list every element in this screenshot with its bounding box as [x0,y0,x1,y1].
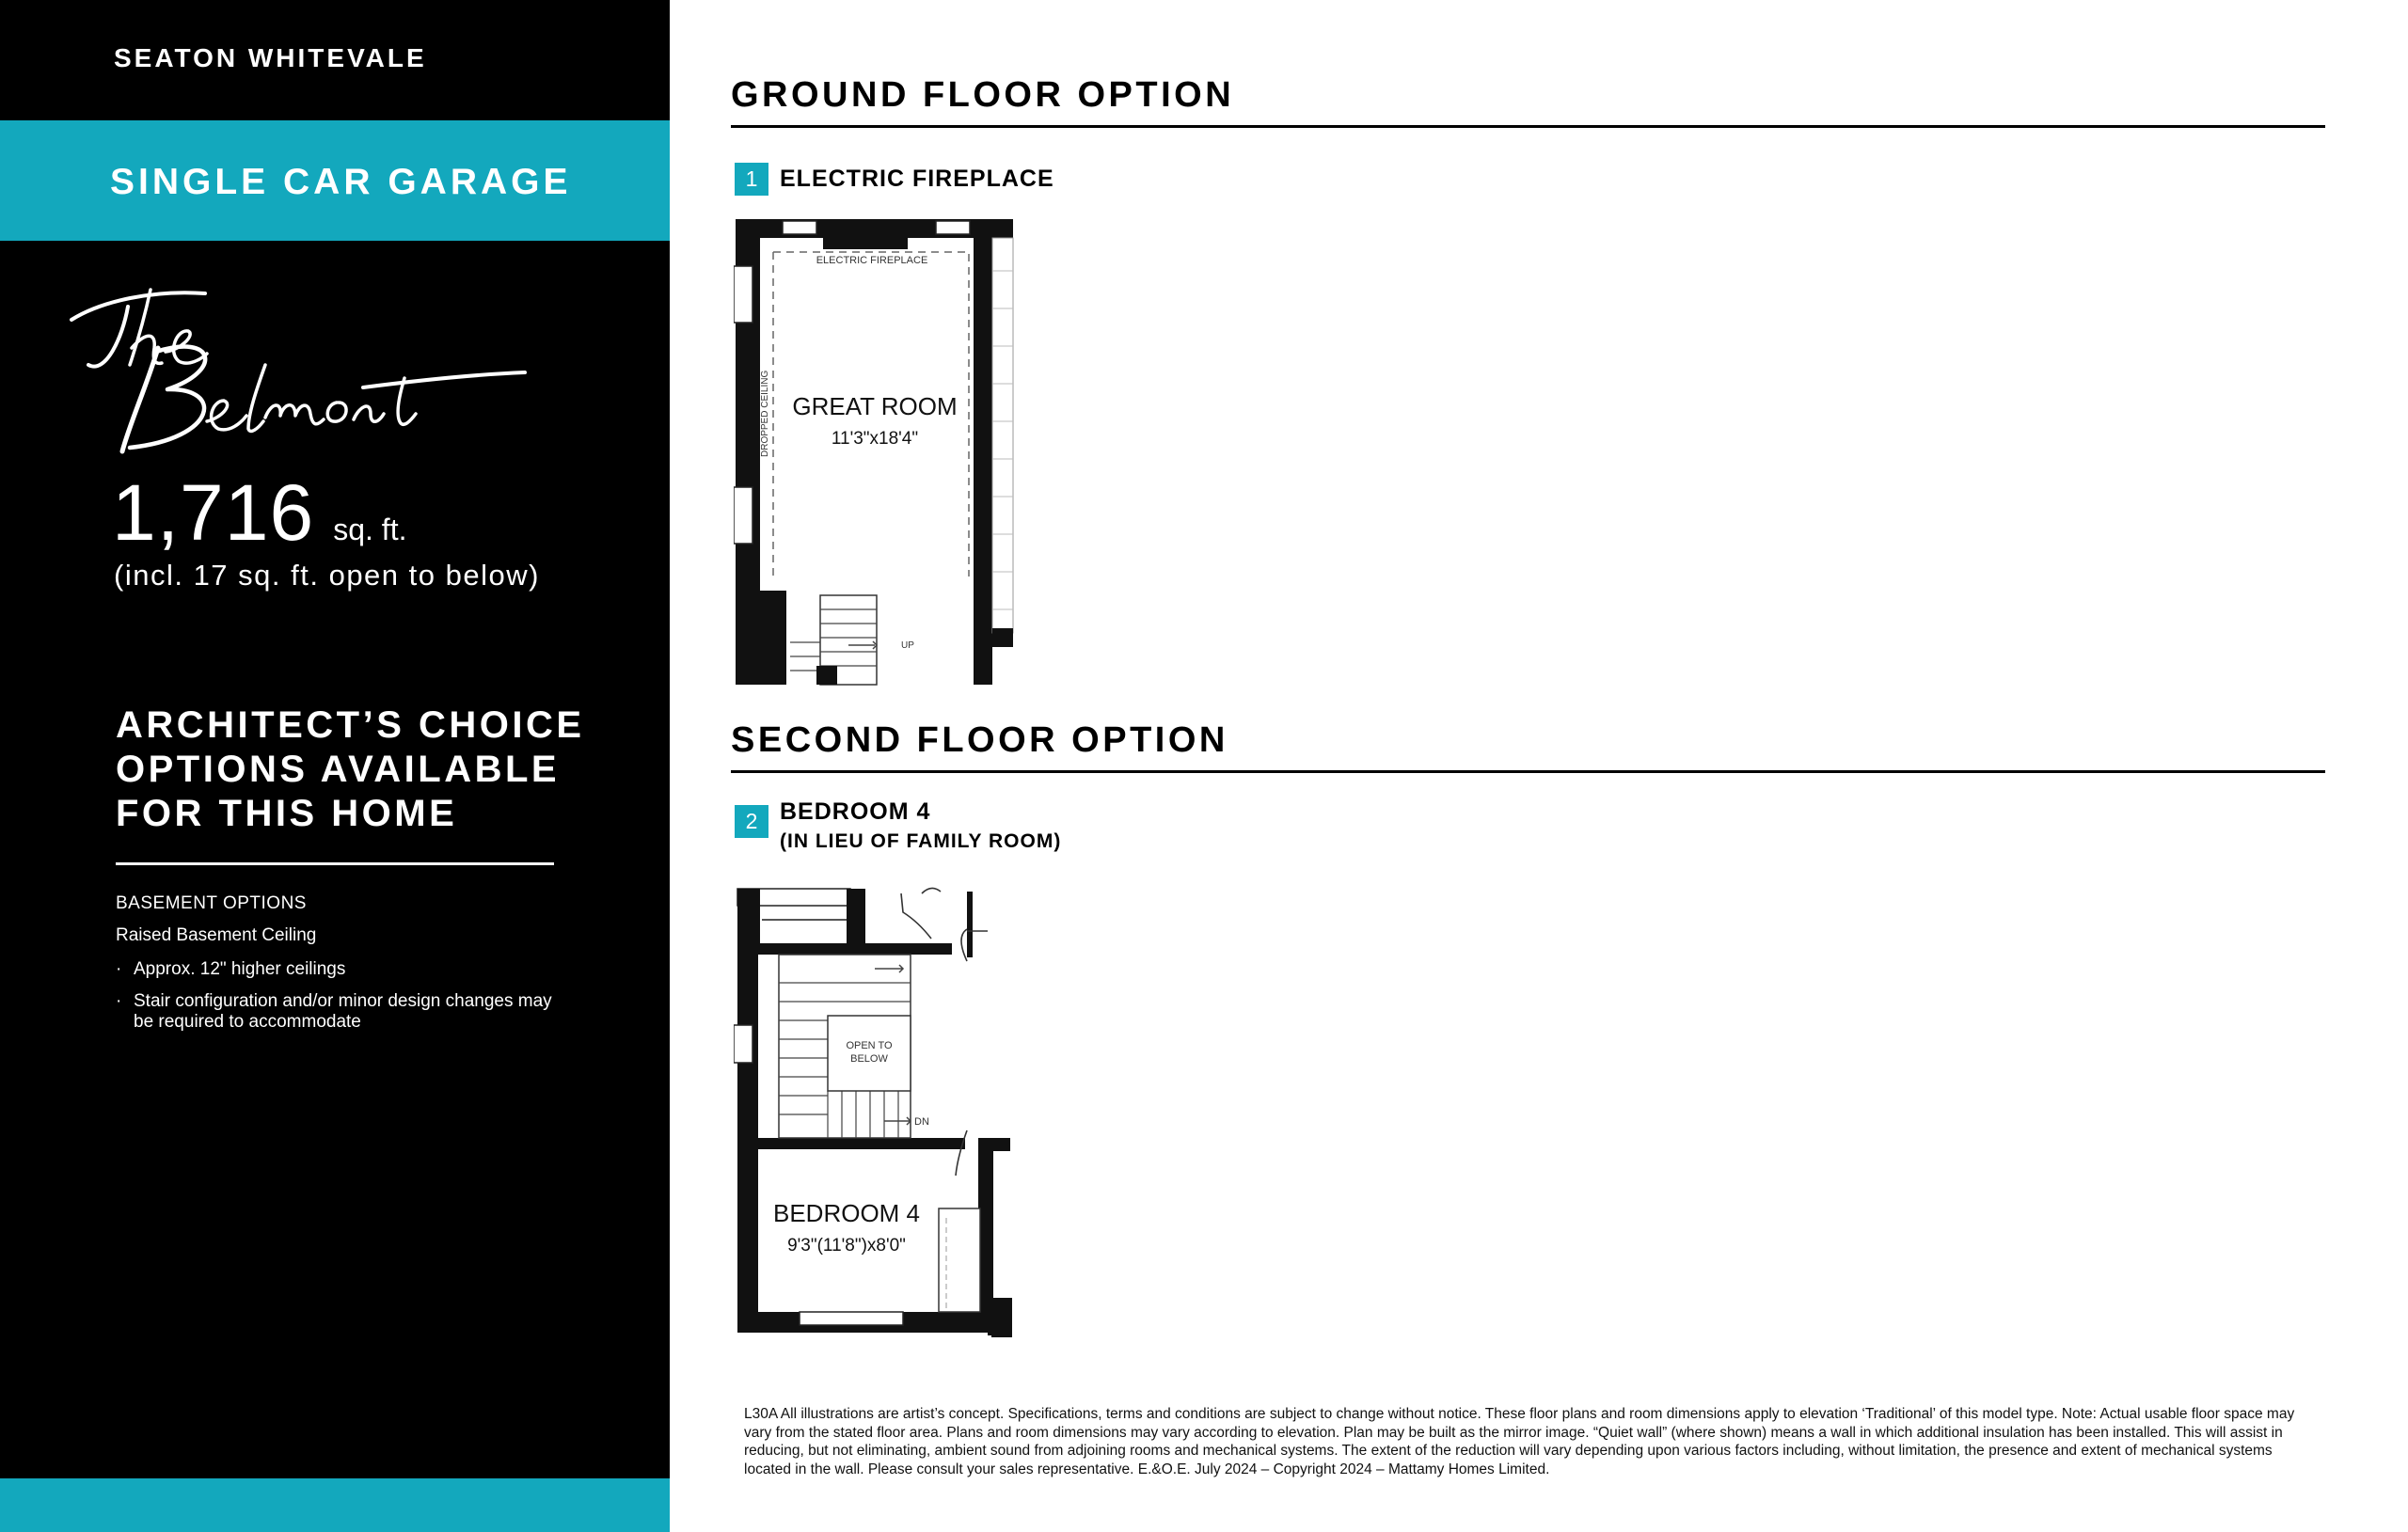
sqft-unit: sq. ft. [333,513,407,546]
square-footage [112,467,406,559]
stair-direction-label: UP [901,640,914,651]
room-name: GREAT ROOM [792,392,958,420]
option-label: BEDROOM 4 [780,798,931,825]
room-name: BEDROOM 4 [772,1199,921,1227]
list-item [116,991,558,1033]
room-dimensions: 11'3"x18'4" [831,429,919,449]
below-label: BELOW [850,1053,888,1065]
divider [116,862,554,865]
open-to-label: OPEN TO [846,1040,893,1051]
fireplace-label: ELECTRIC FIREPLACE [816,255,928,266]
option-label: ELECTRIC FIREPLACE [780,166,1054,192]
option-number-badge: 2 [735,805,768,838]
option-number-badge: 1 [735,163,768,196]
sqft-value: 1,716 [112,468,315,557]
bullet-dot: · [116,959,122,979]
second-floor-plan [734,884,1016,1359]
sqft-note: (incl. 17 sq. ft. open to below) [114,559,540,592]
dropped-ceiling-label: DROPPED CEILING [760,370,770,457]
section-rule [731,125,2325,128]
ground-floor-title: GROUND FLOOR OPTION [731,75,1235,115]
bullet-text: Approx. 12" higher ceilings [134,959,346,979]
option-sublabel: (IN LIEU OF FAMILY ROOM) [780,830,1062,852]
room-dimensions: 9'3"(11'8")x8'0" [787,1236,906,1256]
community-name: SEATON WHITEVALE [114,43,427,72]
bullet-dot: · [116,991,122,1011]
list-item [116,959,558,980]
basement-bullets [116,959,558,1044]
choice-line: OPTIONS AVAILABLE [116,749,561,790]
basement-options-title: BASEMENT OPTIONS [116,893,307,913]
choice-line: FOR THIS HOME [116,793,458,834]
garage-type: SINGLE CAR GARAGE [110,162,572,202]
bullet-text: Stair configuration and/or minor design changes may be required to accommodate [134,991,552,1032]
section-rule [731,770,2325,773]
model-logo [64,273,534,480]
sidebar-panel [0,0,670,1532]
legal-disclaimer: L30A All illustrations are artist’s concept. Specifications, terms and conditions are subject to change without notice. These floor plans and room dimensions apply to elevation ‘Traditional’ of this model type. Note: Actual usable floor space may vary from the stated floor area. Plans and room dimensions may vary according to elevation. Plan may be built as the mirror image. “Quiet wall” (where shown) means a wall in which additional insulation has been installed. This will assist in reducing, but not eliminating, ambient sound from adjoining rooms and mechanical systems. The extent of the reduction will vary depending upon various factors including, without limitation, the presence and extent of mechanical systems located in the wall. Please consult your sales representative. E.&O.E. July 2024 – Copyright 2024 – Mattamy Homes Limited. [744,1406,2295,1477]
choice-line: ARCHITECT’S CHOICE [116,704,585,746]
basement-option-name: Raised Basement Ceiling [116,925,317,945]
ground-floor-plan [734,214,1016,689]
stair-direction-label: DN [914,1116,929,1128]
second-floor-title: SECOND FLOOR OPTION [731,720,1228,760]
architects-choice-heading [116,703,585,836]
footer-accent-band [0,1478,670,1532]
